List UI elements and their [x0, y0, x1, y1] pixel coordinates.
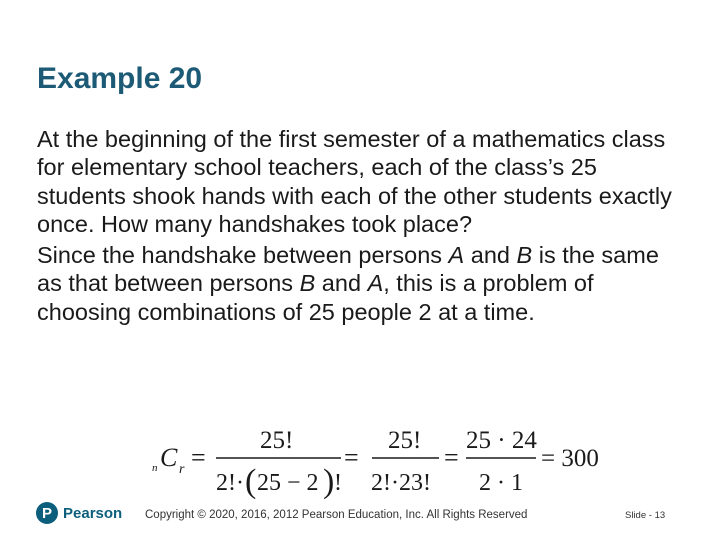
fraction1-paren-left: (	[245, 463, 257, 500]
fraction3-numerator: 25 · 24	[466, 427, 537, 454]
formula-c: C	[160, 443, 178, 472]
pearson-logo-icon: P	[36, 502, 58, 524]
slide-number: Slide - 13	[625, 510, 666, 521]
formula-n-subscript: n	[152, 462, 158, 474]
slide-title: Example 20	[37, 62, 203, 95]
problem-paragraph: At the beginning of the first semester of a mathematics class for elementary school teachers, each of the class’s 25 students shook hands with each of the other students exactly once. How many handshakes took place?	[37, 126, 672, 237]
fraction2-denominator: 2!·23!	[371, 470, 431, 496]
formula-equals-1: =	[191, 443, 206, 472]
fraction3-denominator: 2 · 1	[479, 470, 523, 496]
combination-formula	[148, 420, 608, 500]
formula-r-subscript: r	[179, 462, 185, 477]
formula-result: = 300	[541, 445, 599, 472]
fraction1-denominator-a: 2!·	[216, 470, 244, 496]
solution-paragraph: Since the handshake between persons A and B is the same as that between persons B and A, this is a problem of choosing combinations of 25 people 2 at a time.	[37, 242, 659, 325]
pearson-logo	[36, 502, 122, 524]
pearson-logo-text: Pearson	[63, 504, 123, 522]
fraction1-denominator-b: 25 − 2	[257, 470, 319, 496]
copyright-notice: Copyright © 2020, 2016, 2012 Pearson Education, Inc. All Rights Reserved	[145, 509, 528, 521]
formula-equals-3: =	[444, 443, 459, 472]
fraction1-denominator-c: !	[334, 470, 342, 496]
formula-equals-2: =	[344, 443, 359, 472]
fraction1-numerator: 25!	[260, 427, 294, 454]
fraction1-paren-right: )	[323, 463, 335, 500]
slide-body	[37, 125, 687, 326]
fraction2-numerator: 25!	[388, 427, 422, 454]
